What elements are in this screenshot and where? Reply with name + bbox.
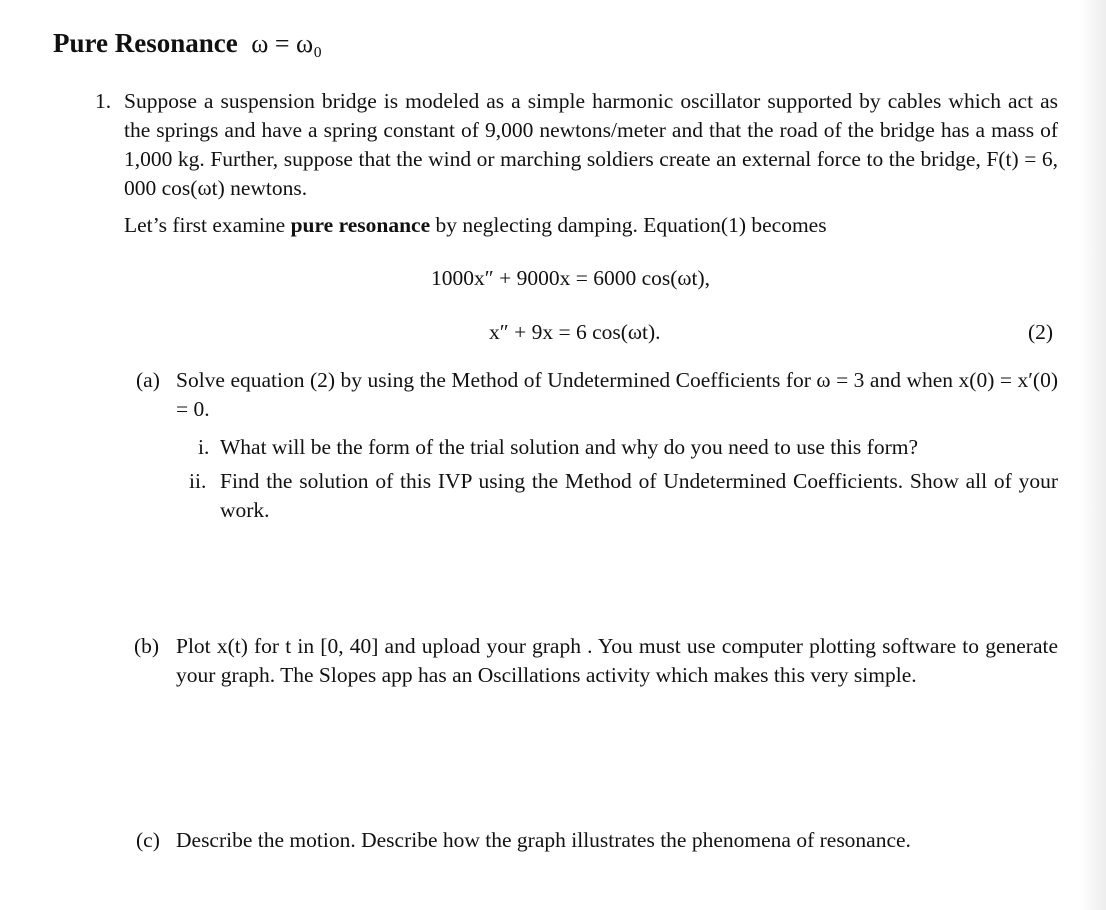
equation-2: x″ + 9x = 6 cos(ωt). xyxy=(489,320,661,344)
part-a-label: (a) xyxy=(136,368,160,392)
part-c-label: (c) xyxy=(136,828,160,852)
problem-paragraph: Suppose a suspension bridge is modeled as a simple harmonic oscillator supported by cables which act as the springs and have a spring constant of 9,000 newtons/meter and that the road of the bridge has a mass of 1,000 kg. Further, suppose that the wind or marching soldiers create an external force to the bridge, F(t) = 6, 000 cos(ωt) newtons. xyxy=(124,89,1058,200)
part-a-text: Solve equation (2) by using the Method of Undetermined Coefficients for ω = 3 and when x(0) = x′(0) = 0. xyxy=(176,368,1058,421)
section-title xyxy=(53,28,322,59)
part-b-label: (b) xyxy=(134,634,160,658)
part-a-i-text: What will be the form of the trial solution and why do you need to use this form? xyxy=(220,435,919,459)
intro-before: Let’s first examine xyxy=(124,213,291,237)
problem-number: 1. xyxy=(95,89,112,113)
part-a-ii-text: Find the solution of this IVP using the Method of Undetermined Coefficients. Show all of your work. xyxy=(220,469,1058,522)
section-title-text: Pure Resonance xyxy=(53,28,238,58)
intro-after: by neglecting damping. Equation(1) becomes xyxy=(430,213,827,237)
equation-1: 1000x″ + 9000x = 6000 cos(ωt), xyxy=(431,266,711,290)
page-edge-shadow xyxy=(1080,0,1106,910)
equation-2-tag: (2) xyxy=(1028,320,1054,344)
problem-intro xyxy=(124,211,1058,240)
part-a-i-label: i. xyxy=(198,435,210,459)
part-a-ii-label: ii. xyxy=(189,469,207,493)
section-title-math: ω = ω₀ xyxy=(251,29,323,58)
part-c-text: Describe the motion. Describe how the graph illustrates the phenomena of resonance. xyxy=(176,828,911,852)
intro-bold-term: pure resonance xyxy=(290,213,431,237)
part-b-text: Plot x(t) for t in [0, 40] and upload your graph . You must use computer plotting software to generate your graph. The Slopes app has an Oscillations activity which makes this very simple. xyxy=(176,634,1058,687)
